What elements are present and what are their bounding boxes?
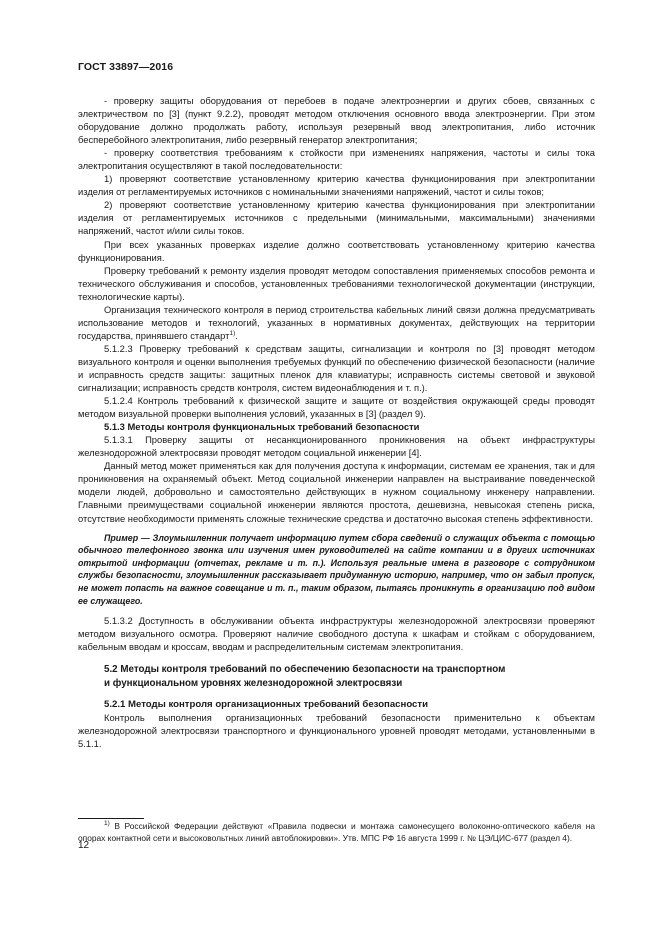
footnote-text: В Российской Федерации действуют «Правила подвески и монтажа самонесущего волоконно-оптического кабеля на опорах контактной сети и высоковольтных линий автоблокировки». Утв. МПС РФ 16 августа 1999 г. № ЦЭ/ЦИС-677 (раздел 4). (78, 821, 595, 843)
example-label: Пример — (104, 532, 153, 543)
paragraph: Данный метод может применяться как для получения доступа к информации, системам ее хранения, так и для проникновения на охраняемый объект. Метод социальной инженерии направлен на выстраивание поведенческой модели людей, добровольно и самостоятельно действующих в нужном социальному инженеру направлении. Главными преимуществами социальной инженерии являются простота, дешевизна, невысокая степень риска, отсутствие необходимости применять сложные технические средства и достаточно высокая степень эффективности. (78, 460, 595, 524)
section-heading-5-2 (78, 663, 595, 690)
footnote-reference[interactable]: 1) (229, 329, 236, 337)
section-heading-5-1-3: 5.1.3 Методы контроля функциональных требований безопасности (104, 421, 420, 433)
paragraph: Проверку требований к ремонту изделия проводят методом сопоставления применяемых способов ремонта и технического обслуживания и способов, установленных требованиями технологической документации (инструкции, технологические карты). (78, 264, 595, 302)
document-body (78, 94, 595, 750)
paragraph: При всех указанных проверках изделие должно соответствовать установленному критерию качества функционирования. (78, 238, 595, 263)
heading-line: 5.2 Методы контроля требований по обеспечению безопасности на транспортном (104, 664, 506, 676)
paragraph: Контроль выполнения организационных требований безопасности применительно к объектам железнодорожной электросвязи транспортного и функционального уровней проводят методами, установленными в 5.1.1. (78, 712, 595, 750)
heading-line: и функциональном уровнях железнодорожной электросвязи (104, 677, 403, 689)
paragraph-text: Организация технического контроля в период строительства кабельных линий связи должна предусматривать использование методов и технологий, указанных в нормативных документах, действующих на территории государства, принявшего стандарт (78, 303, 595, 341)
section-heading-5-2-1: 5.2.1 Методы контроля организационных требований безопасности (104, 699, 428, 711)
paragraph: - проверку соответствия требованиям к стойкости при изменениях напряжения, частоты и силы тока электропитания осуществляют в такой последовательности: (78, 147, 595, 172)
paragraph: 5.1.2.3 Проверку требований к средствам защиты, сигнализации и контроля по [3] проводят методом визуального контроля и оценки выполнения требуемых функций по обеспечению физической безопасности (наличие и исправность средств защиты: защитных пленок для клавиатуры; исправность системы световой и звуковой сигнализации; исправность средств контроля, систем видеонаблюдения и т. п.). (78, 342, 595, 394)
footnote-marker: 1) (104, 820, 110, 828)
example-text: Злоумышленник получает информацию путем сбора сведений о служащих объекта с помощью обычного телефонного звонка или изучения имен руководителей на сайте компании и в других источниках открытой информации (отчетах, рекламе и т. п.). Используя реальные имена в разговоре с сотрудником службы безопасности, злоумышленник рассказывает придуманную историю, например, что он забыл пропуск, не может попасть на важное совещание и т. п., таким образом, пытаясь проникнуть в организацию под видом ее служащего. (78, 532, 595, 606)
paragraph: 5.1.3.2 Доступность в обслуживании объекта инфраструктуры железнодорожной электросвязи проверяют методом визуального осмотра. Проверяют наличие свободного доступа к шкафам и стойкам с оборудованием, кабельным вводам и кроссам, вводам и распределительным системам электропитания. (78, 615, 595, 653)
page-number: 12 (78, 840, 90, 851)
document-header: ГОСТ 33897—2016 (78, 61, 174, 73)
footnote (78, 821, 595, 845)
paragraph: 5.1.3.1 Проверку защиты от несанкционированного проникновения на объект инфраструктуры железнодорожной электросвязи проводят методом социальной инженерии [4]. (78, 434, 595, 459)
footnote-divider (78, 818, 144, 819)
example-note (78, 532, 595, 608)
paragraph: 5.1.2.4 Контроль требований к физической защите и защите от воздействия окружающей среды проводят методом визуальной проверки выполнения условий, указанных в [3] (раздел 9). (78, 395, 595, 420)
paragraph: 1) проверяют соответствие установленному критерию качества функционирования при электропитании изделия от регламентируемых источников с номинальными значениями напряжений, частот и силы токов; (78, 173, 595, 198)
paragraph-with-footnote (78, 303, 595, 342)
paragraph: 2) проверяют соответствие установленному критерию качества функционирования при электропитании изделия от регламентируемых источников с предельными (минимальными, максимальными) значениями напряжений, частот и/или силы токов. (78, 199, 595, 237)
paragraph: - проверку защиты оборудования от перебоев в подаче электроэнергии и других сбоев, связанных с электричеством по [3] (пункт 9.2.2), проводят методом отключения основного ввода электроэнергии. При этом оборудование должно продолжать работу, используя резервный ввод электропитания, либо источник бесперебойного электропитания, либо резервный генератор электропитания; (78, 95, 595, 146)
paragraph-end: . (235, 329, 238, 341)
